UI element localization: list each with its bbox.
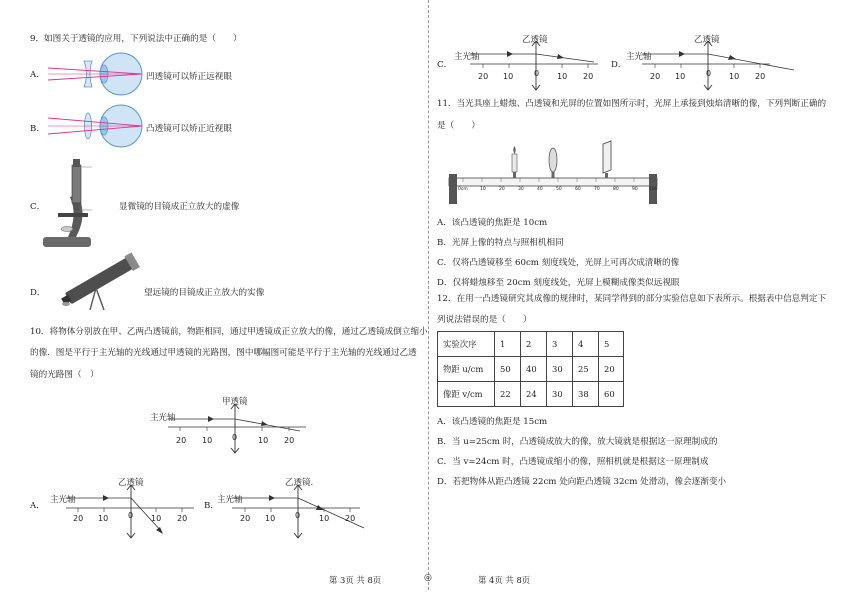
lens-yi-label-d: 乙透镜 [694, 35, 720, 45]
tick-a-20-right: 20 [177, 514, 188, 523]
table-cell: 50 [495, 357, 521, 382]
bench-scale-80: 80 [613, 187, 619, 192]
q12-option-a: A．该凸透镜的焦距是 15cm [437, 417, 548, 427]
q10-line-2: 的像．图是平行于主光轴的光线通过甲透镜的光路图，图中哪幅图可能是平行于主光轴的光线通过乙透 [30, 348, 417, 358]
tick-b-0: 0 [295, 511, 301, 520]
table-cell: 4 [573, 332, 599, 357]
bench-scale-100: 100 [649, 187, 658, 192]
center-binding-mark: ◎ [424, 573, 432, 583]
q10-line-3: 镜的光路图（ ） [30, 370, 99, 380]
table-cell: 20 [599, 357, 624, 382]
telescope-image [56, 252, 144, 312]
tick-a-20-left: 20 [73, 514, 84, 523]
q12-option-d: D．若把物体从距凸透镜 22cm 处向距凸透镜 32cm 处滑动，像会逐渐变小 [437, 477, 727, 487]
tick-d-20-right: 20 [755, 72, 766, 81]
tick-a-10-left: 10 [98, 514, 109, 523]
microscope-image [40, 155, 120, 250]
q11-line-2: 是（ ） [437, 121, 480, 131]
tick-b-20-left: 20 [240, 514, 251, 523]
lens-yi-label-b: 乙透镜. [285, 478, 314, 488]
tick-10-left: 10 [202, 436, 213, 445]
tick-c-10-right: 10 [557, 72, 568, 81]
q9-option-c-text: 显微镜的目镜成正立放大的虚像 [119, 202, 240, 212]
q10-main-ray-diagram [150, 403, 310, 455]
tick-d-20-left: 20 [650, 72, 661, 81]
table-row [438, 332, 624, 357]
q10-option-d-letter: D． [611, 60, 627, 70]
tick-d-10-right: 10 [729, 72, 740, 81]
tick-c-10-left: 10 [503, 72, 514, 81]
q11-option-a: A．该凸透镜的焦距是 10cm [437, 218, 548, 228]
q12-line-2: 列说法错误的是（ ） [437, 315, 532, 325]
main-axis-label-d: 主光轴 [626, 52, 652, 62]
table-cell: 25 [573, 357, 599, 382]
tick-b-20-right: 20 [345, 514, 356, 523]
bench-scale-60: 60 [575, 187, 581, 192]
q11-option-c: C．仅将凸透镜移至 60cm 刻度线处，光屏上可再次成清晰的像 [437, 258, 680, 268]
bench-scale-70: 70 [594, 187, 600, 192]
table-cell: 5 [599, 332, 624, 357]
optical-bench-image [449, 140, 669, 210]
tick-a-10-right: 10 [151, 514, 162, 523]
q11-line-1: 11．当光具座上蜡烛、凸透镜和光屏的位置如图所示时，光屏上承接到烛焰清晰的像，下列判断正确的 [437, 99, 827, 109]
table-cell: 3 [547, 332, 573, 357]
q10-c-ray-diagram [452, 40, 602, 94]
q9-option-b-text: 凸透镜可以矫正近视眼 [146, 124, 232, 134]
tick-c-0: 0 [534, 69, 540, 78]
table-cell: 30 [547, 357, 573, 382]
q9-option-a-text: 凹透镜可以矫正远视眼 [146, 72, 232, 82]
q10-option-c-letter: C． [437, 60, 453, 70]
tick-10-right: 10 [258, 436, 269, 445]
tick-0: 0 [232, 433, 238, 442]
q10-option-b-letter: B． [204, 501, 219, 511]
q12-option-b: B．当 u=25cm 时，凸透镜成放大的像，放大镜就是根据这一原理制成的 [437, 437, 718, 447]
q11-option-b: B．光屏上像的特点与照相机相同 [437, 238, 564, 248]
table-cell: 实验次序 [438, 332, 495, 357]
q10-option-a-letter: A． [30, 501, 45, 511]
table-cell: 30 [547, 382, 573, 407]
footer-right-page: 第 4页 共 8页 [478, 575, 531, 585]
table-cell: 2 [521, 332, 547, 357]
tick-c-20-right: 20 [583, 72, 594, 81]
table-cell: 60 [599, 382, 624, 407]
bench-scale-90: 90 [632, 187, 638, 192]
table-row [438, 357, 624, 382]
table-cell: 40 [521, 357, 547, 382]
tick-b-10-right: 10 [319, 514, 330, 523]
main-axis-label-b: 主光轴 [217, 495, 243, 505]
q12-option-c: C．当 v=24cm 时，凸透镜成缩小的像，照相机就是根据这一原理制成 [437, 457, 709, 467]
tick-20-left: 20 [176, 436, 187, 445]
q10-d-ray-diagram [624, 40, 804, 94]
table-cell: 24 [521, 382, 547, 407]
table-cell: 22 [495, 382, 521, 407]
q10-a-ray-diagram [48, 484, 198, 544]
q9-option-b-letter: B． [30, 124, 45, 134]
lens-yi-label-a: 乙透镜 [118, 478, 144, 488]
bench-scale-40: 40 [537, 187, 543, 192]
tick-d-10-left: 10 [675, 72, 686, 81]
bench-scale-20: 20 [499, 187, 505, 192]
lens-jia-label: 甲透镜 [222, 397, 248, 407]
q9-option-c-letter: C． [30, 202, 46, 212]
q9-a-eye-diagram [48, 52, 148, 97]
q12-line-1: 12．在用一凸透镜研究其成像的规律时，某同学得到的部分实验信息如下表所示。根据表中信息判定下 [437, 294, 827, 304]
main-axis-label: 主光轴 [150, 413, 176, 423]
tick-d-0: 0 [706, 69, 712, 78]
q9-option-d-text: 望远镜的目镜成正立放大的实像 [144, 288, 265, 298]
q9-option-a-letter: A． [30, 70, 45, 80]
table-cell: 像距 v/cm [438, 382, 495, 407]
q11-option-d: D．仅将蜡烛移至 20cm 刻度线处，光屏上模糊成像类似远视眼 [437, 278, 680, 288]
table-cell: 1 [495, 332, 521, 357]
tick-b-10-left: 10 [265, 514, 276, 523]
main-axis-label-c: 主光轴 [454, 52, 480, 62]
bench-scale-30: 30 [518, 187, 524, 192]
q9-b-eye-diagram [48, 104, 148, 149]
q10-line-1: 10．将物体分别放在甲、乙两凸透镜前，物距相同，通过甲透镜成正立放大的像，通过乙透镜成倒立缩小 [30, 327, 428, 337]
bench-scale-50: 50 [556, 187, 562, 192]
bench-scale-10: 10 [480, 187, 486, 192]
table-cell: 38 [573, 382, 599, 407]
column-divider [428, 0, 429, 590]
experiment-data-table [437, 331, 624, 407]
q9-option-d-letter: D． [30, 288, 46, 298]
main-axis-label-a: 主光轴 [50, 495, 76, 505]
table-row [438, 382, 624, 407]
lens-yi-label-c: 乙透镜 [522, 35, 548, 45]
footer-left-page: 第 3页 共 8页 [329, 575, 382, 585]
tick-20-right: 20 [284, 436, 295, 445]
tick-c-20-left: 20 [478, 72, 489, 81]
bench-scale-0: 0cm [458, 187, 468, 192]
q9-stem: 9．如图关于透镜的应用，下列说法中正确的是（ ） [30, 34, 242, 44]
table-cell: 物距 u/cm [438, 357, 495, 382]
tick-a-0: 0 [128, 511, 134, 520]
